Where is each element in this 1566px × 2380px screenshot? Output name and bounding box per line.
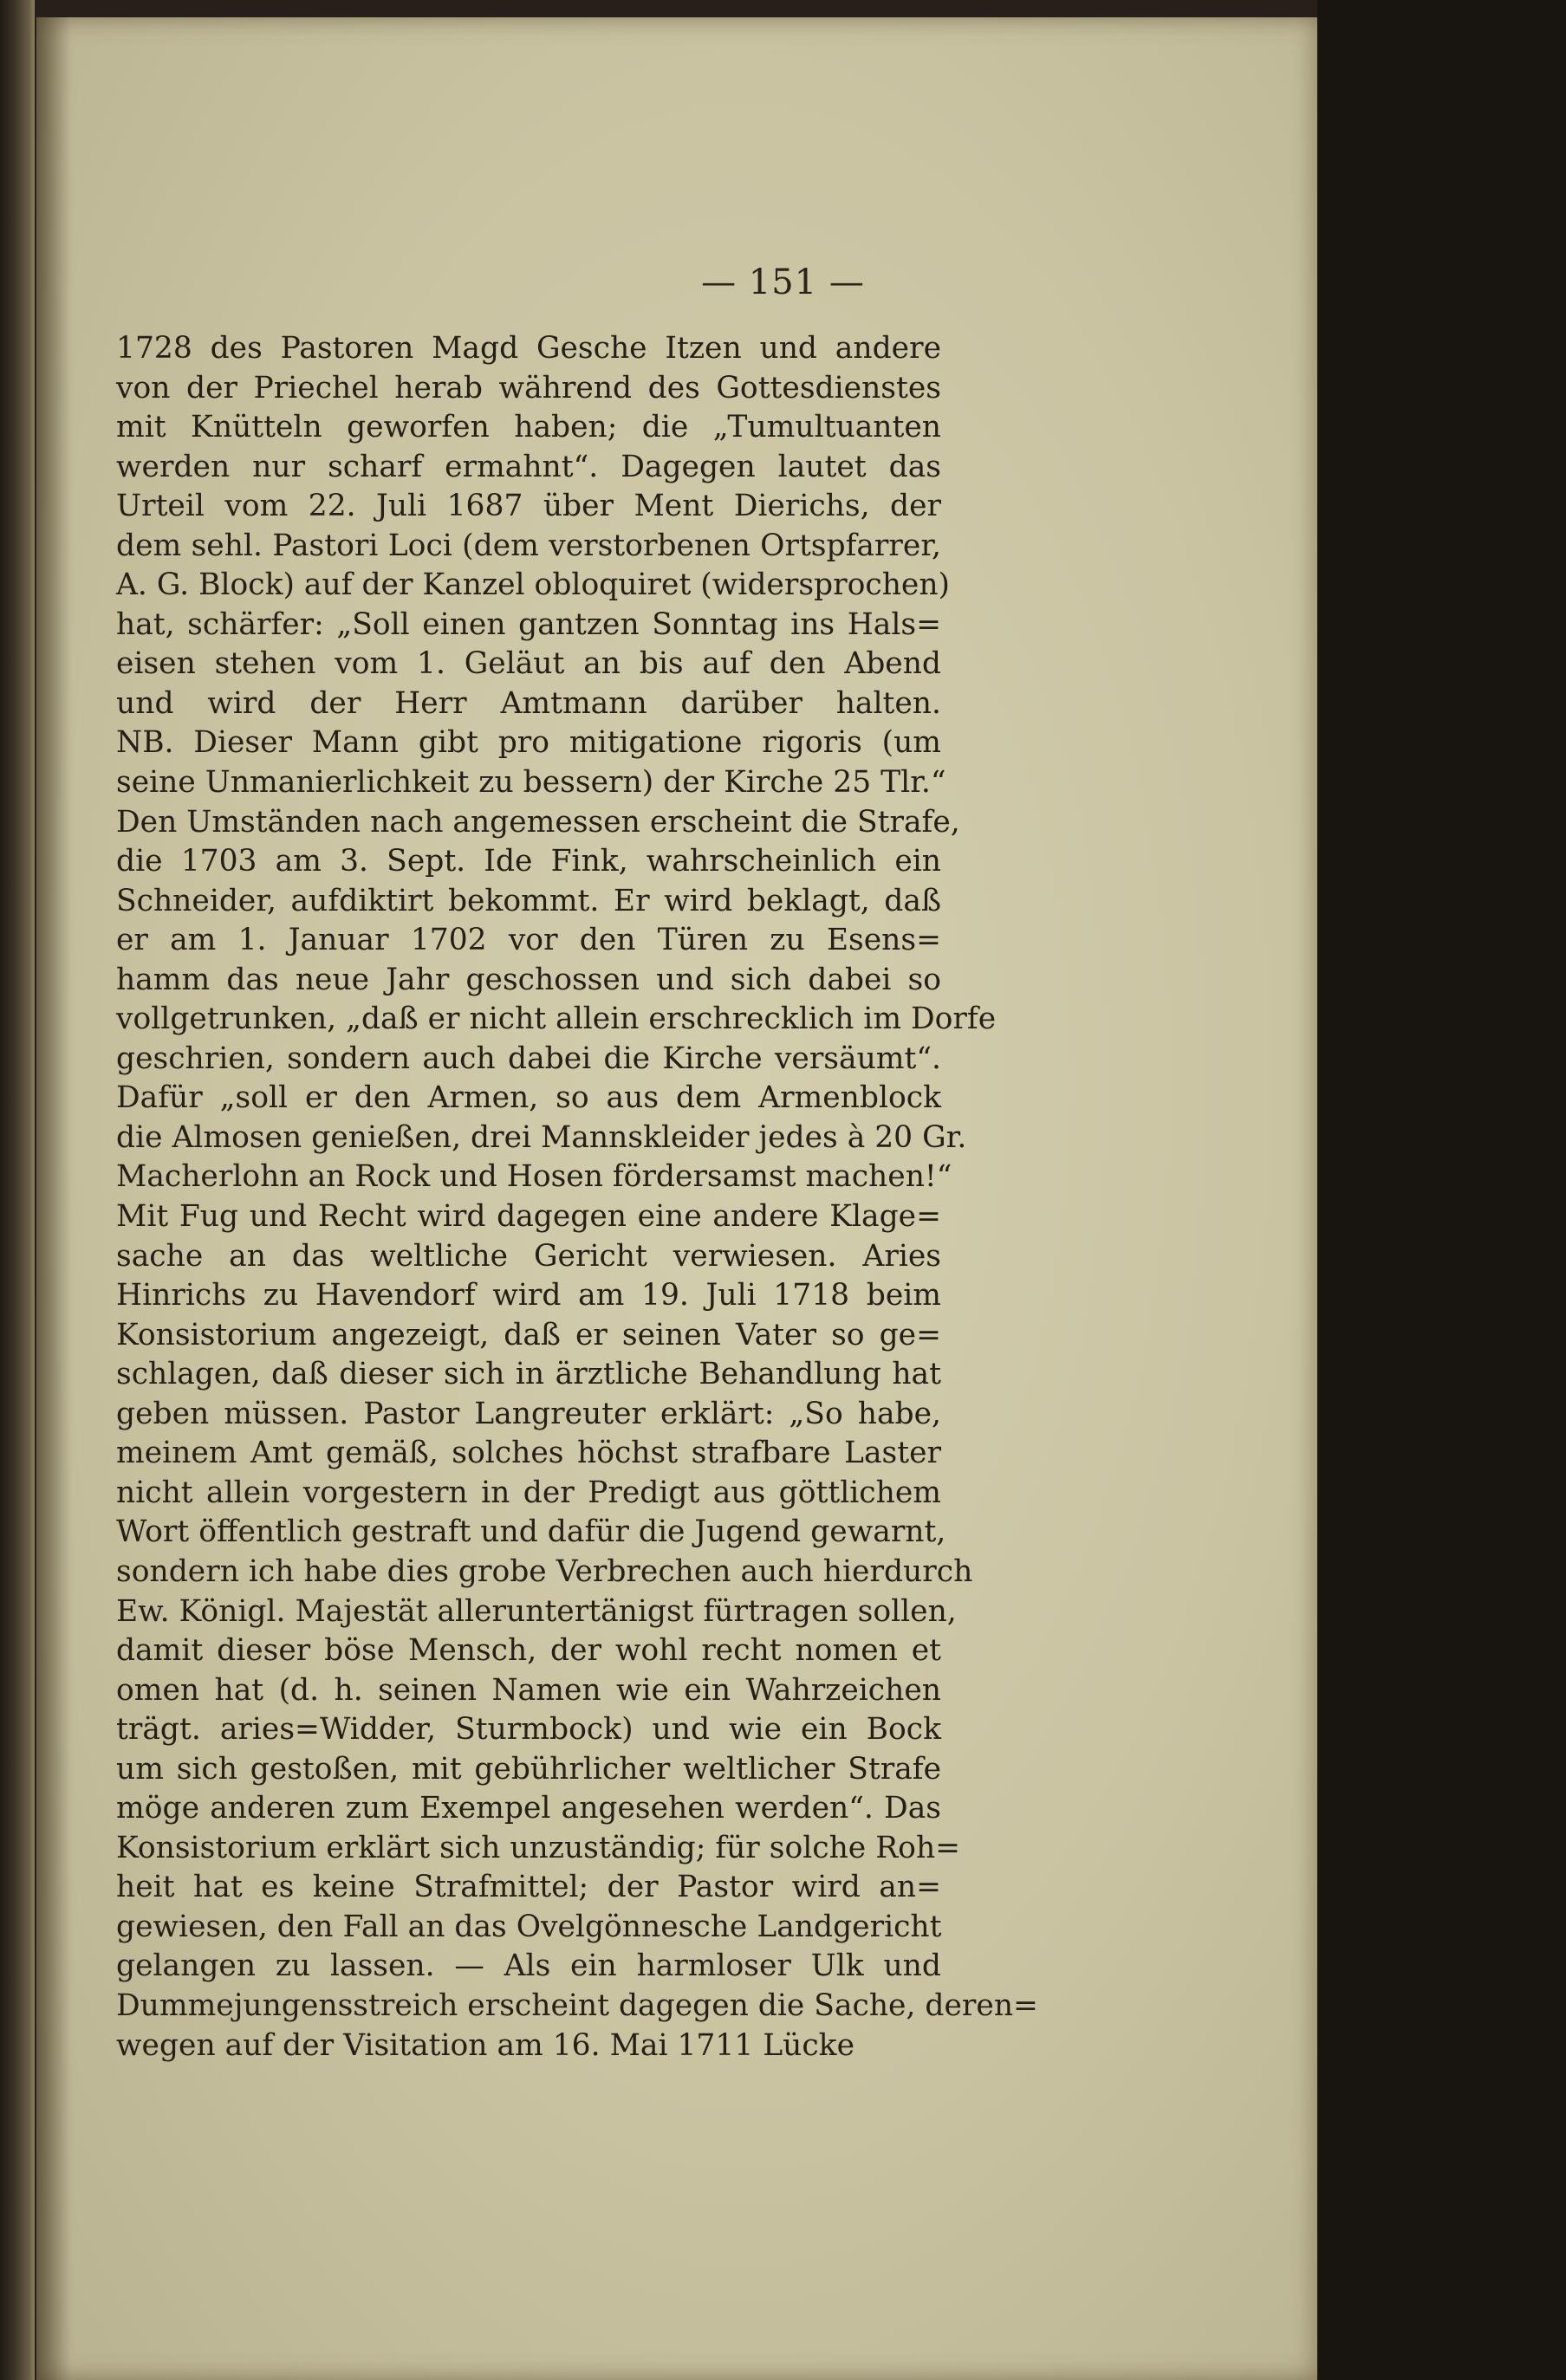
text-line: vollgetrunken, „daß er nicht allein erschrecklich im Dorfe: [116, 1002, 997, 1037]
text-line: geschrien, sondern auch dabei die Kirche versäumt“.: [116, 1041, 941, 1076]
text-line: die 1703 am 3. Sept. Ide Fink, wahrscheinlich ein: [116, 844, 941, 879]
text-line: um sich gestoßen, mit gebührlicher weltlicher Strafe: [116, 1751, 941, 1787]
text-line: Urteil vom 22. Juli 1687 über Ment Dierichs, der: [116, 489, 941, 524]
text-line: gelangen zu lassen. — Als ein harmloser Ulk und: [116, 1949, 941, 1984]
text-line: von der Priechel herab während des Gottesdienstes: [116, 370, 941, 405]
text-line: schlagen, daß dieser sich in ärztliche Behandlung hat: [116, 1357, 941, 1392]
text-line: hamm das neue Jahr geschossen und sich dabei so: [116, 962, 941, 997]
text-line: 1728 des Pastoren Magd Gesche Itzen und andere: [116, 331, 941, 366]
text-line: A. G. Block) auf der Kanzel obloquiret (widersprochen): [116, 567, 951, 603]
text-line: meinem Amt gemäß, solches höchst strafbare Laster: [116, 1436, 941, 1471]
text-line: NB. Dieser Mann gibt pro mitigatione rigoris (um: [116, 725, 941, 761]
text-line: wegen auf der Visitation am 16. Mai 1711 Lücke: [116, 2027, 855, 2063]
text-line: mit Knütteln geworfen haben; die „Tumultuanten: [116, 410, 941, 445]
text-line: Konsistorium erklärt sich unzuständig; für solche Roh=: [116, 1830, 961, 1865]
text-line: heit hat es keine Strafmittel; der Pastor wird an=: [116, 1870, 941, 1905]
text-line: eisen stehen vom 1. Geläut an bis auf den Abend: [116, 646, 941, 682]
text-line: sache an das weltliche Gericht verwiesen. Aries: [116, 1238, 941, 1274]
text-line: sondern ich habe dies grobe Verbrechen auch hierdurch: [116, 1553, 973, 1589]
text-line: hat, schärfer: „Soll einen gantzen Sonntag ins Hals=: [116, 606, 941, 642]
text-line: Dafür „soll er den Armen, so aus dem Armenblock: [116, 1080, 941, 1116]
text-line: werden nur scharf ermahnt“. Dagegen lautet das: [116, 449, 941, 484]
text-line: dem sehl. Pastori Loci (dem verstorbenen Ortspfarrer,: [116, 528, 941, 563]
text-line: nicht allein vorgestern in der Predigt aus göttlichem: [116, 1475, 941, 1510]
book-gutter: [0, 0, 35, 2380]
text-line: Ew. Königl. Majestät alleruntertänigst fürtragen sollen,: [116, 1593, 957, 1629]
text-line: Schneider, aufdiktirt bekommt. Er wird beklagt, daß: [116, 883, 941, 918]
text-line: Dummejungensstreich erscheint dagegen die Sache, deren=: [116, 1988, 1038, 2023]
text-line: möge anderen zum Exempel angesehen werden“. Das: [116, 1791, 941, 1826]
body-text: [116, 329, 1038, 2065]
page-edge-background: [1317, 0, 1566, 2380]
text-line: trägt. aries=Widder, Sturmbock) und wie ein Bock: [116, 1712, 941, 1748]
text-line: Konsistorium angezeigt, daß er seinen Vater so ge=: [116, 1317, 941, 1352]
text-line: Hinrichs zu Havendorf wird am 19. Juli 1718 beim: [116, 1278, 941, 1313]
text-line: Den Umständen nach angemessen erscheint die Strafe,: [116, 804, 960, 840]
text-line: gewiesen, den Fall an das Ovelgönnesche Landgericht: [116, 1909, 942, 1944]
text-line: geben müssen. Pastor Langreuter erklärt: „So habe,: [116, 1396, 941, 1431]
page-number: — 151 —: [701, 263, 865, 302]
text-line: er am 1. Januar 1702 vor den Türen zu Esens=: [116, 923, 941, 958]
text-line: die Almosen genießen, drei Mannskleider jedes à 20 Gr.: [116, 1119, 967, 1155]
page-gutter-shadow: [36, 17, 71, 2380]
text-line: Wort öffentlich gestraft und dafür die Jugend gewarnt,: [116, 1514, 946, 1550]
text-line: und wird der Herr Amtmann darüber halten.: [116, 685, 941, 721]
text-line: damit dieser böse Mensch, der wohl recht nomen et: [116, 1633, 941, 1669]
text-line: seine Unmanierlichkeit zu bessern) der Kirche 25 Tlr.“: [116, 765, 946, 801]
text-line: omen hat (d. h. seinen Namen wie ein Wahrzeichen: [116, 1672, 941, 1708]
text-line: Macherlohn an Rock und Hosen fördersamst machen!“: [116, 1159, 952, 1195]
text-line: Mit Fug und Recht wird dagegen eine andere Klage=: [116, 1199, 941, 1235]
